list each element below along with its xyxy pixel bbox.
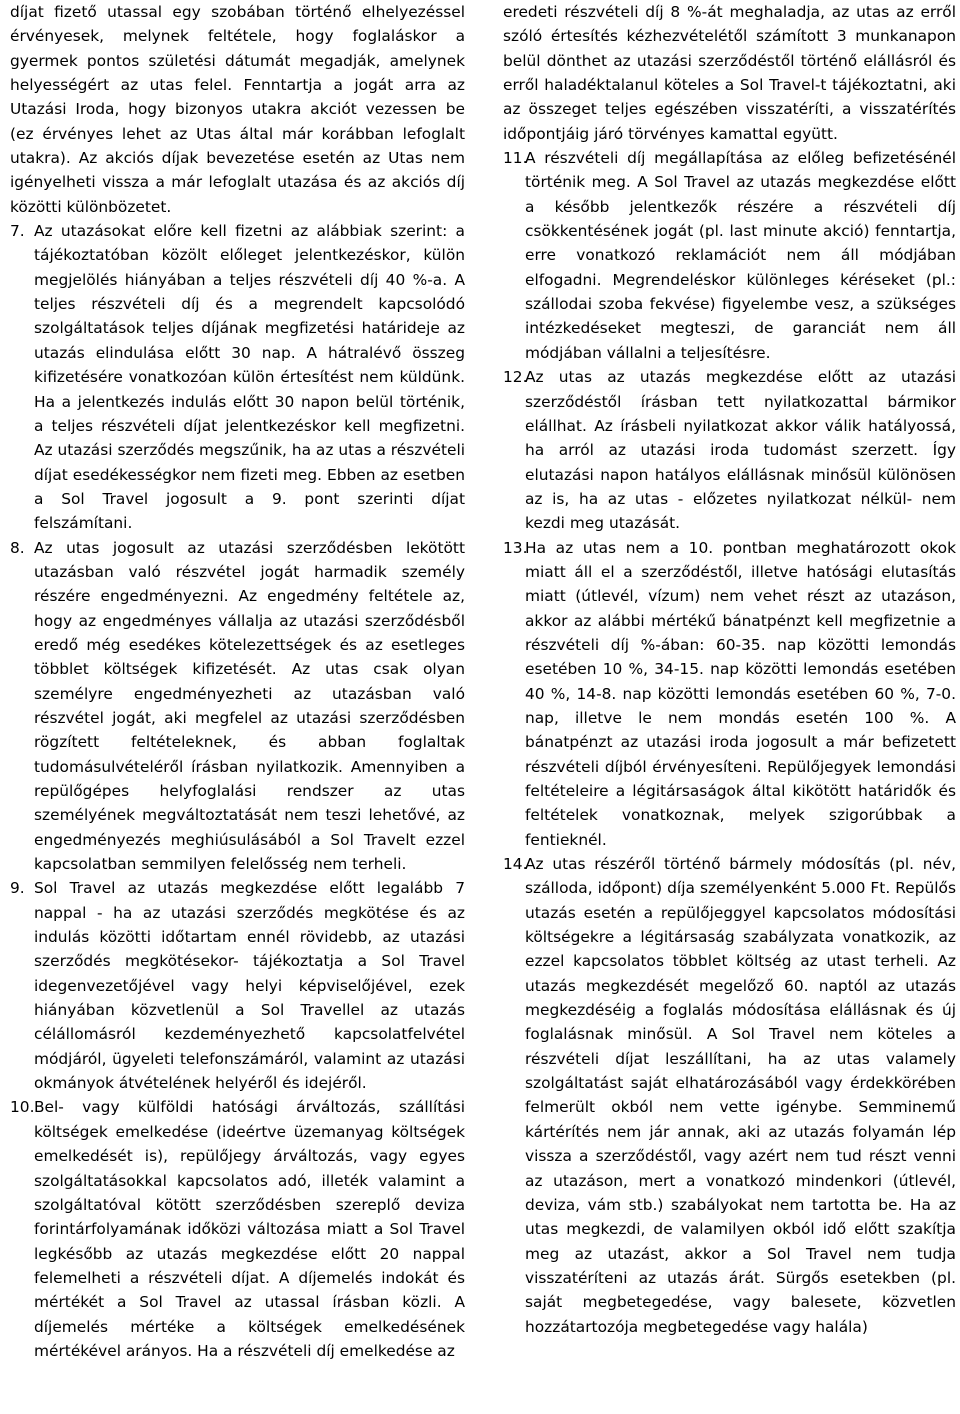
right-intro-paragraph: eredeti részvételi díj 8 %-át meghaladja, az utas az erről szóló értesítés kézhezvételétől számított 3 munkanapon belül dönthet az utazási szerződéstől történő elállásról és erről haladéktalanul köteles a Sol Travel-t tájékoztatni, aki az összeget teljes egészében visszatéríti, a visszatérítés időpontjáig járó törvényes kamattal együtt.	[503, 3, 956, 143]
clause-14	[503, 852, 956, 1339]
clause-number: 9.	[10, 879, 25, 898]
clause-text: Sol Travel az utazás megkezdése előtt legalább 7 nappal - ha az utazási szerződés megkötése és az indulás közötti időtartam ennél rövidebb, az utazási szerződés megkötésekor- tájékoztatja a Sol Travel idegenvezetőjével vagy helyi képviselőjével, ezek hiányában közvetlenül a Sol Travellel az utazás célállomásról kezdeményezhető kapcsolatfelvétel módjáról, ügyeleti telefonszámáról, valamint az utazási okmányok átvételének helyéről és idejéről.	[34, 879, 465, 1093]
right-column	[503, 0, 956, 1339]
clause-12	[503, 365, 956, 535]
clause-text: Az utas jogosult az utazási szerződésben lekötött utazásban való részvétel jogát harmadik személy részére engedményezni. Az engedmény feltétele az, hogy az engedményes vállalja az utazási szerződésből eredő még esedékes kötelezettségek és az esetleges többlet költségek kifizetését. Az utas csak olyan személyre engedményezheti az utazásban való részvétel jogát, aki megfelel az utazási szerződésben rögzített feltételeknek, és abban foglaltak tudomásulvételéről írásban nyilatkozik. Amennyiben a repülőgépes helyfoglalási rendszer az utas személyének megváltoztatását nem teszi lehetővé, az engedményezés meghiúsulásából a Sol Travelt ezzel kapcsolatban semmilyen felelősség nem terheli.	[34, 538, 465, 874]
clause-number: 13.	[503, 538, 528, 557]
clause-number: 12.	[503, 368, 528, 387]
clause-text: A részvételi díj megállapítása az előleg befizetésénél történik meg. A Sol Travel az utazás megkezdése előtt a később jelentkezők részére a részvételi díj csökkentésének jogát (pl. last minute akció) fenntartja, erre vonatkozó reklamációt nem áll módjában elfogadni. Megrendeléskor különleges kéréseket (pl.: szállodai szoba fekvése) figyelembe vesz, a szükséges intézkedéseket megteszi, de garanciát nem áll módjában vállalni a teljesítésre.	[525, 149, 956, 362]
clause-7	[10, 219, 465, 535]
clause-number: 8.	[10, 538, 25, 557]
clause-number: 10.	[10, 1098, 35, 1117]
clause-text: Az utas az utazás megkezdése előtt az utazási szerződéstől írásban tett nyilatkozattal bármikor elállhat. Az írásbeli nyilatkozat akkor válik hatályossá, ha arról az utazási iroda tudomást szerzett. Így elutazási napon hatályos elállásnak minősül különösen az is, ha az utas - előzetes nyilatkozat nélkül- nem kezdi meg utazását.	[525, 368, 956, 533]
clause-number: 14.	[503, 855, 528, 874]
clause-13	[503, 536, 956, 852]
clause-11	[503, 146, 956, 365]
clause-8	[10, 536, 465, 877]
left-column	[10, 0, 465, 1363]
clause-10	[10, 1095, 465, 1363]
clause-9	[10, 876, 465, 1095]
clause-number: 11.	[503, 149, 528, 168]
clause-number: 7.	[10, 222, 25, 241]
clause-text: Ha az utas nem a 10. pontban meghatározott okok miatt áll el a szerződéstől, illetve hatósági elutasítás miatt (útlevél, vízum) nem vehet részt az utazáson, akkor az alábbi mértékű bánatpénzt kell megfizetnie a részvételi díj %-ában: 60-35. nap közötti lemondás esetében 10 %, 34-15. nap közötti lemondás esetében 40 %, 14-8. nap közötti lemondás esetében 60 %, 7-0. nap, illetve le nem mondás esetén 100 %. A bánatpénzt az utazási iroda jogosult a már befizetett részvételi díjból érvényesíteni. Repülőjegyek lemondási feltételeire a légitársaságok által kikötött határidők és feltételek vonatkoznak, melyek szigorúbbak a fentieknél.	[525, 538, 956, 849]
clause-text: Az utas részéről történő bármely módosítás (pl. név, szálloda, időpont) díja személyenként 5.000 Ft. Repülős utazás esetén a repülőjeggyel kapcsolatos módosítási költségekre a légitársaság szabályzata vonatkozik, az ezzel kapcsolatos többlet költség az utast terheli. Az utazás megkezdését megelőző 60. naptól az utazás megkezdéséig a foglalás módosítása elállásnak és új foglalásnak minősül. A Sol Travel nem köteles a részvételi díjat leszállítani, ha az utas valamely szolgáltatást saját elhatározásából vagy érdekkörében felmerült okból nem vette igénybe. Semminemű kártérítés nem jár annak, aki az utazás folyamán lép vissza a szerződéstől, vagy azért nem tud részt venni az utazáson, mert a vonatkozó mindenkori (útlevél, deviza, vám stb.) szabályokat nem tartotta be. Ha az utas megkezdi, de valamilyen okból idő előtt szakítja meg az utazást, akkor a Sol Travel nem tudja visszatéríteni az utazás árát. Sürgős esetekben (pl. saját megbetegedése, vagy balesete, közvetlen hozzátartozója megbetegedése vagy halála)	[525, 855, 956, 1336]
clause-text: Az utazásokat előre kell fizetni az alábbiak szerint: a tájékoztatóban közölt előleget jelentkezéskor, külön megjelölés hiányában a teljes részvételi díj 40 %-a. A teljes részvételi díj és a megrendelt kapcsolódó szolgáltatások teljes díjának megfizetési határideje az utazás elindulása előtt 30 nap. A hátralévő összeg kifizetésére vonatkozóan külön értesítést nem küldünk. Ha a jelentkezés indulás előtt 30 napon belül történik, a teljes részvételi díjat jelentkezéskor kell megfizetni. Az utazási szerződés megszűnik, ha az utas a részvételi díjat esedékességkor nem fizeti meg. Ebben az esetben a Sol Travel jogosult a 9. pont szerinti díjat felszámítani.	[34, 222, 465, 533]
left-intro-paragraph: díjat fizető utassal egy szobában történő elhelyezéssel érvényesek, melynek feltétele, hogy foglaláskor a gyermek pontos születési dátumát megadják, amelynek helyességért az utas felel. Fenntartja a jogát arra az Utazási Iroda, hogy bizonyos utakra akciót vezessen be (ez érvényes lehet az Utas által már korábban lefoglalt utakra). Az akciós díjak bevezetése esetén az Utas nem igényelheti vissza a már lefoglalt utazása és az akciós díj közötti különbözetet.	[10, 3, 465, 216]
clause-text: Bel- vagy külföldi hatósági árváltozás, szállítási költségek emelkedése (ideértve üzemanyag költségek emelkedését is), repülőjegy árváltozás, vagy egyes szolgáltatásokkal kapcsolatos adó, illeték valamint a szolgáltatóval kötött szerződésben szereplő deviza forintárfolyamának időközi változása miatt a Sol Travel legkésőbb az utazás megkezdése előtt 20 nappal felemelheti a részvételi díjat. A díjemelés indokát és mértékét a Sol Travel az utassal írásban közli. A díjemelés mértéke a költségek emelkedésének mértékével arányos. Ha a részvételi díj emelkedése az	[34, 1098, 465, 1360]
